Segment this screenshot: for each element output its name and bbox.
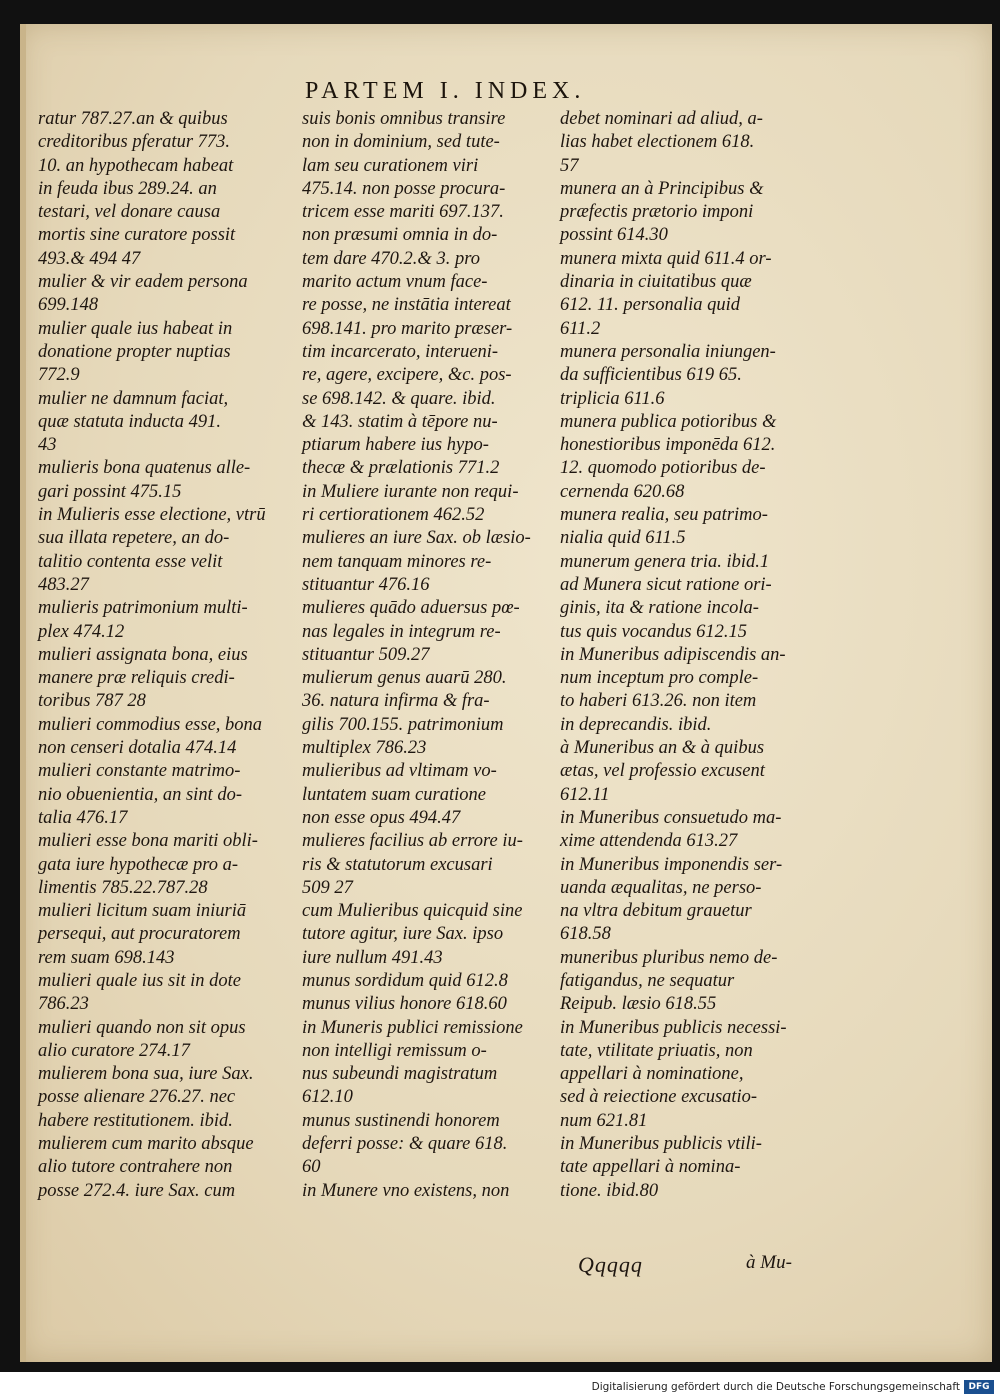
index-entry-line: nem tanquam minores re- [302, 551, 492, 572]
index-entry-line: mulieres facilius ab errore iu- [302, 831, 523, 852]
index-entry-line: non censeri dotalia 474.14 [38, 738, 237, 759]
index-entry-line: honestioribus imponēda 612. [560, 435, 776, 456]
index-entry-line: in Muneribus imponendis ser- [560, 854, 783, 875]
catchword: à Mu- [746, 1252, 792, 1273]
index-entry-line: muneribus pluribus nemo de- [560, 947, 778, 968]
index-entry-line: possint 614.30 [560, 225, 668, 246]
index-entry-line: lam seu curationem viri [302, 155, 479, 176]
index-entry-line: munus sustinendi honorem [302, 1110, 500, 1131]
dfg-credit-text: Digitalisierung gefördert durch die Deutsche Forschungsgemeinschaft [591, 1381, 960, 1393]
index-entry-line: 36. natura infirma & fra- [302, 691, 490, 712]
index-entry-line: mulieri esse bona mariti obli- [38, 831, 258, 852]
index-entry-line: toribus 787 28 [38, 691, 146, 712]
index-entry-line: præfectis prætorio imponi [560, 202, 754, 223]
index-entry-line: nio obuenientia, an sint do- [38, 784, 242, 805]
index-entry-line: marito actum vnum face- [302, 272, 488, 293]
index-entry-line: mulieri quale ius sit in dote [38, 970, 241, 991]
index-entry-line: 612.11 [560, 784, 610, 805]
index-entry-line: talia 476.17 [38, 807, 128, 828]
index-entry-line: luntatem suam curatione [302, 784, 486, 805]
index-entry-line: tate, vtilitate priuatis, non [560, 1040, 753, 1061]
index-entry-line: in Mulieris esse electione, vtrū [38, 505, 266, 526]
index-entry-line: munera personalia iniungen- [560, 341, 776, 362]
index-entry-line: 698.141. pro marito præser- [302, 318, 513, 339]
index-entry-line: non intelligi remissum o- [302, 1040, 487, 1061]
index-entry-line: posse 272.4. iure Sax. cum [38, 1180, 236, 1201]
index-entry-line: re, agere, excipere, &c. pos- [302, 365, 512, 386]
index-entry-line: mulieri constante matrimo- [38, 761, 241, 782]
index-entry-line: xime attendenda 613.27 [560, 831, 738, 852]
index-entry-line: munera an à Principibus & [560, 178, 764, 199]
index-entry-line: 612.10 [302, 1087, 353, 1108]
index-entry-line: mulieris patrimonium multi- [38, 598, 248, 619]
index-entry-line: non esse opus 494.47 [302, 807, 461, 828]
index-entry-line: multiplex 786.23 [302, 738, 427, 759]
index-entry-line: thecæ & prælationis 771.2 [302, 458, 500, 479]
index-entry-line: munera publica potioribus & [560, 411, 777, 432]
index-entry-line: 509 27 [302, 877, 353, 898]
index-entry-line: suis bonis omnibus transire [302, 109, 506, 129]
index-entry-line: sed à reiectione excusatio- [560, 1087, 758, 1108]
index-entry-line: munerum genera tria. ibid.1 [560, 551, 770, 572]
index-entry-line: cum Mulieribus quicquid sine [302, 901, 523, 922]
index-entry-line: limentis 785.22.787.28 [38, 877, 208, 898]
index-entry-line: fatigandus, ne sequatur [560, 970, 735, 991]
index-entry-line: rem suam 698.143 [38, 947, 175, 968]
index-entry-line: gata iure hypothecæ pro a- [38, 854, 239, 875]
index-entry-line: ptiarum habere ius hypo- [302, 435, 489, 456]
index-entry-line: 493.& 494 47 [38, 248, 141, 269]
index-entry-line: habere restitutionem. ibid. [38, 1110, 233, 1131]
index-entry-line: à Muneribus an & à quibus [560, 738, 765, 759]
index-entry-line: re posse, ne instātia intereat [302, 295, 511, 316]
index-entry-line: creditoribus pferatur 773. [38, 132, 231, 153]
index-entry-line: stituantur 476.16 [302, 574, 430, 595]
index-entry-line: munus sordidum quid 612.8 [302, 970, 508, 991]
index-entry-line: ri certiorationem 462.52 [302, 505, 485, 526]
index-entry-line: ad Munera sicut ratione ori- [560, 574, 772, 595]
index-entry-line: mulieris bona quatenus alle- [38, 458, 251, 479]
index-entry-line: in feuda ibus 289.24. an [38, 178, 217, 199]
index-entry-line: mulieribus ad vltimam vo- [302, 761, 497, 782]
index-entry-line: tione. ibid.80 [560, 1180, 659, 1201]
index-entry-line: uanda æqualitas, ne perso- [560, 877, 762, 898]
index-entry-line: tem dare 470.2.& 3. pro [302, 248, 480, 269]
index-entry-line: 611.2 [560, 318, 601, 339]
index-entry-line: gilis 700.155. patrimonium [302, 714, 504, 735]
index-entry-line: 12. quomodo potioribus de- [560, 458, 766, 479]
index-entry-line: sua illata repetere, an do- [38, 528, 230, 549]
index-entry-line: stituantur 509.27 [302, 644, 430, 665]
index-entry-line: & 143. statim à tēpore nu- [302, 411, 498, 432]
index-entry-line: mulieri quando non sit opus [38, 1017, 246, 1038]
index-entry-line: 612. 11. personalia quid [560, 295, 741, 316]
index-entry-line: mulieri assignata bona, eius [38, 644, 248, 665]
index-entry-line: in Muneribus publicis necessi- [560, 1017, 787, 1038]
index-entry-line: talitio contenta esse velit [38, 551, 223, 572]
index-entry-line: 786.23 [38, 994, 89, 1015]
index-entry-line: quæ statuta inducta 491. [38, 411, 221, 432]
index-entry-line: mulierem bona sua, iure Sax. [38, 1064, 254, 1085]
index-entry-line: tutore agitur, iure Sax. ipso [302, 924, 504, 945]
index-entry-line: tim incarcerato, interueni- [302, 341, 499, 362]
index-entry-line: na vltra debitum grauetur [560, 901, 752, 922]
index-entry-line: 10. an hypothecam habeat [38, 155, 234, 176]
index-entry-line: iure nullum 491.43 [302, 947, 443, 968]
index-entry-line: da sufficientibus 619 65. [560, 365, 742, 386]
index-entry-line: ratur 787.27.an & quibus [38, 109, 228, 129]
index-entry-line: mulier quale ius habeat in [38, 318, 233, 339]
index-entry-line: Reipub. læsio 618.55 [560, 994, 717, 1015]
index-entry-line: mulier ne damnum faciat, [38, 388, 229, 409]
index-entry-line: mulier & vir eadem persona [38, 272, 248, 293]
index-entry-line: num inceptum pro comple- [560, 668, 759, 689]
index-entry-line: testari, vel donare causa [38, 202, 221, 223]
index-entry-line: in deprecandis. ibid. [560, 714, 712, 735]
index-entry-line: ginis, ita & ratione incola- [560, 598, 759, 619]
index-entry-line: se 698.142. & quare. ibid. [302, 388, 496, 409]
index-column-3 [560, 108, 822, 1203]
index-entry-line: plex 474.12 [38, 621, 125, 642]
index-entry-line: mulieres an iure Sax. ob læsio- [302, 528, 531, 549]
index-entry-line: in Munere vno existens, non [302, 1180, 510, 1201]
index-entry-line: deferri posse: & quare 618. [302, 1134, 508, 1155]
index-entry-line: mulierem cum marito absque [38, 1134, 254, 1155]
running-head: PARTEM I. INDEX. [305, 78, 586, 104]
index-entry-line: manere præ reliquis credi- [38, 668, 235, 689]
index-entry-line: in Muneribus consuetudo ma- [560, 807, 782, 828]
index-entry-line: ris & statutorum excusari [302, 854, 493, 875]
index-entry-line: debet nominari ad aliud, a- [560, 109, 763, 129]
index-entry-line: donatione propter nuptias [38, 341, 231, 362]
index-entry-line: persequi, aut procuratorem [38, 924, 241, 945]
signature-mark: Qqqqq [578, 1252, 643, 1277]
index-entry-line: mulieri commodius esse, bona [38, 714, 263, 735]
index-entry-line: nus subeundi magistratum [302, 1064, 498, 1085]
index-entry-line: triplicia 611.6 [560, 388, 665, 409]
index-entry-line: alio curatore 274.17 [38, 1040, 190, 1061]
index-entry-line: dinaria in ciuitatibus quæ [560, 272, 752, 293]
index-entry-line: 772.9 [38, 365, 80, 386]
index-entry-line: mulieres quādo aduersus pœ- [302, 598, 520, 619]
index-column-1 [38, 108, 300, 1203]
index-entry-line: in Muliere iurante non requi- [302, 481, 519, 502]
index-entry-line: non in dominium, sed tute- [302, 132, 500, 153]
index-entry-line: 475.14. non posse procura- [302, 178, 506, 199]
index-entry-line: in Muneribus adipiscendis an- [560, 644, 786, 665]
index-entry-line: 43 [38, 435, 57, 456]
index-entry-line: to haberi 613.26. non item [560, 691, 757, 712]
index-entry-line: 60 [302, 1157, 321, 1178]
index-entry-line: appellari à nominatione, [560, 1064, 744, 1085]
index-entry-line: 699.148 [38, 295, 99, 316]
index-column-2 [302, 108, 564, 1203]
index-entry-line: in Muneris publici remissione [302, 1017, 523, 1038]
index-entry-line: ætas, vel professio excusent [560, 761, 765, 782]
index-entry-line: mulieri licitum suam iniuriā [38, 901, 247, 922]
index-entry-line: nialia quid 611.5 [560, 528, 686, 549]
index-entry-line: munera mixta quid 611.4 or- [560, 248, 772, 269]
index-entry-line: tus quis vocandus 612.15 [560, 621, 748, 642]
index-entry-line: non præsumi omnia in do- [302, 225, 498, 246]
index-entry-line: posse alienare 276.27. nec [38, 1087, 236, 1108]
index-entry-line: gari possint 475.15 [38, 481, 182, 502]
index-entry-line: 618.58 [560, 924, 611, 945]
index-entry-line: alio tutore contrahere non [38, 1157, 233, 1178]
index-entry-line: tricem esse mariti 697.137. [302, 202, 504, 223]
index-entry-line: mulierum genus auarū 280. [302, 668, 507, 689]
index-entry-line: num 621.81 [560, 1110, 648, 1131]
index-entry-line: mortis sine curatore possit [38, 225, 236, 246]
index-entry-line: lias habet electionem 618. [560, 132, 755, 153]
page-edge [20, 24, 26, 1362]
index-entry-line: nas legales in integrum re- [302, 621, 501, 642]
dfg-logo: DFG [964, 1380, 994, 1394]
index-entry-line: tate appellari à nomina- [560, 1157, 741, 1178]
index-entry-line: 57 [560, 155, 579, 176]
index-entry-line: munus vilius honore 618.60 [302, 994, 507, 1015]
index-entry-line: munera realia, seu patrimo- [560, 505, 768, 526]
index-entry-line: 483.27 [38, 574, 89, 595]
index-entry-line: in Muneribus publicis vtili- [560, 1134, 762, 1155]
index-entry-line: cernenda 620.68 [560, 481, 685, 502]
